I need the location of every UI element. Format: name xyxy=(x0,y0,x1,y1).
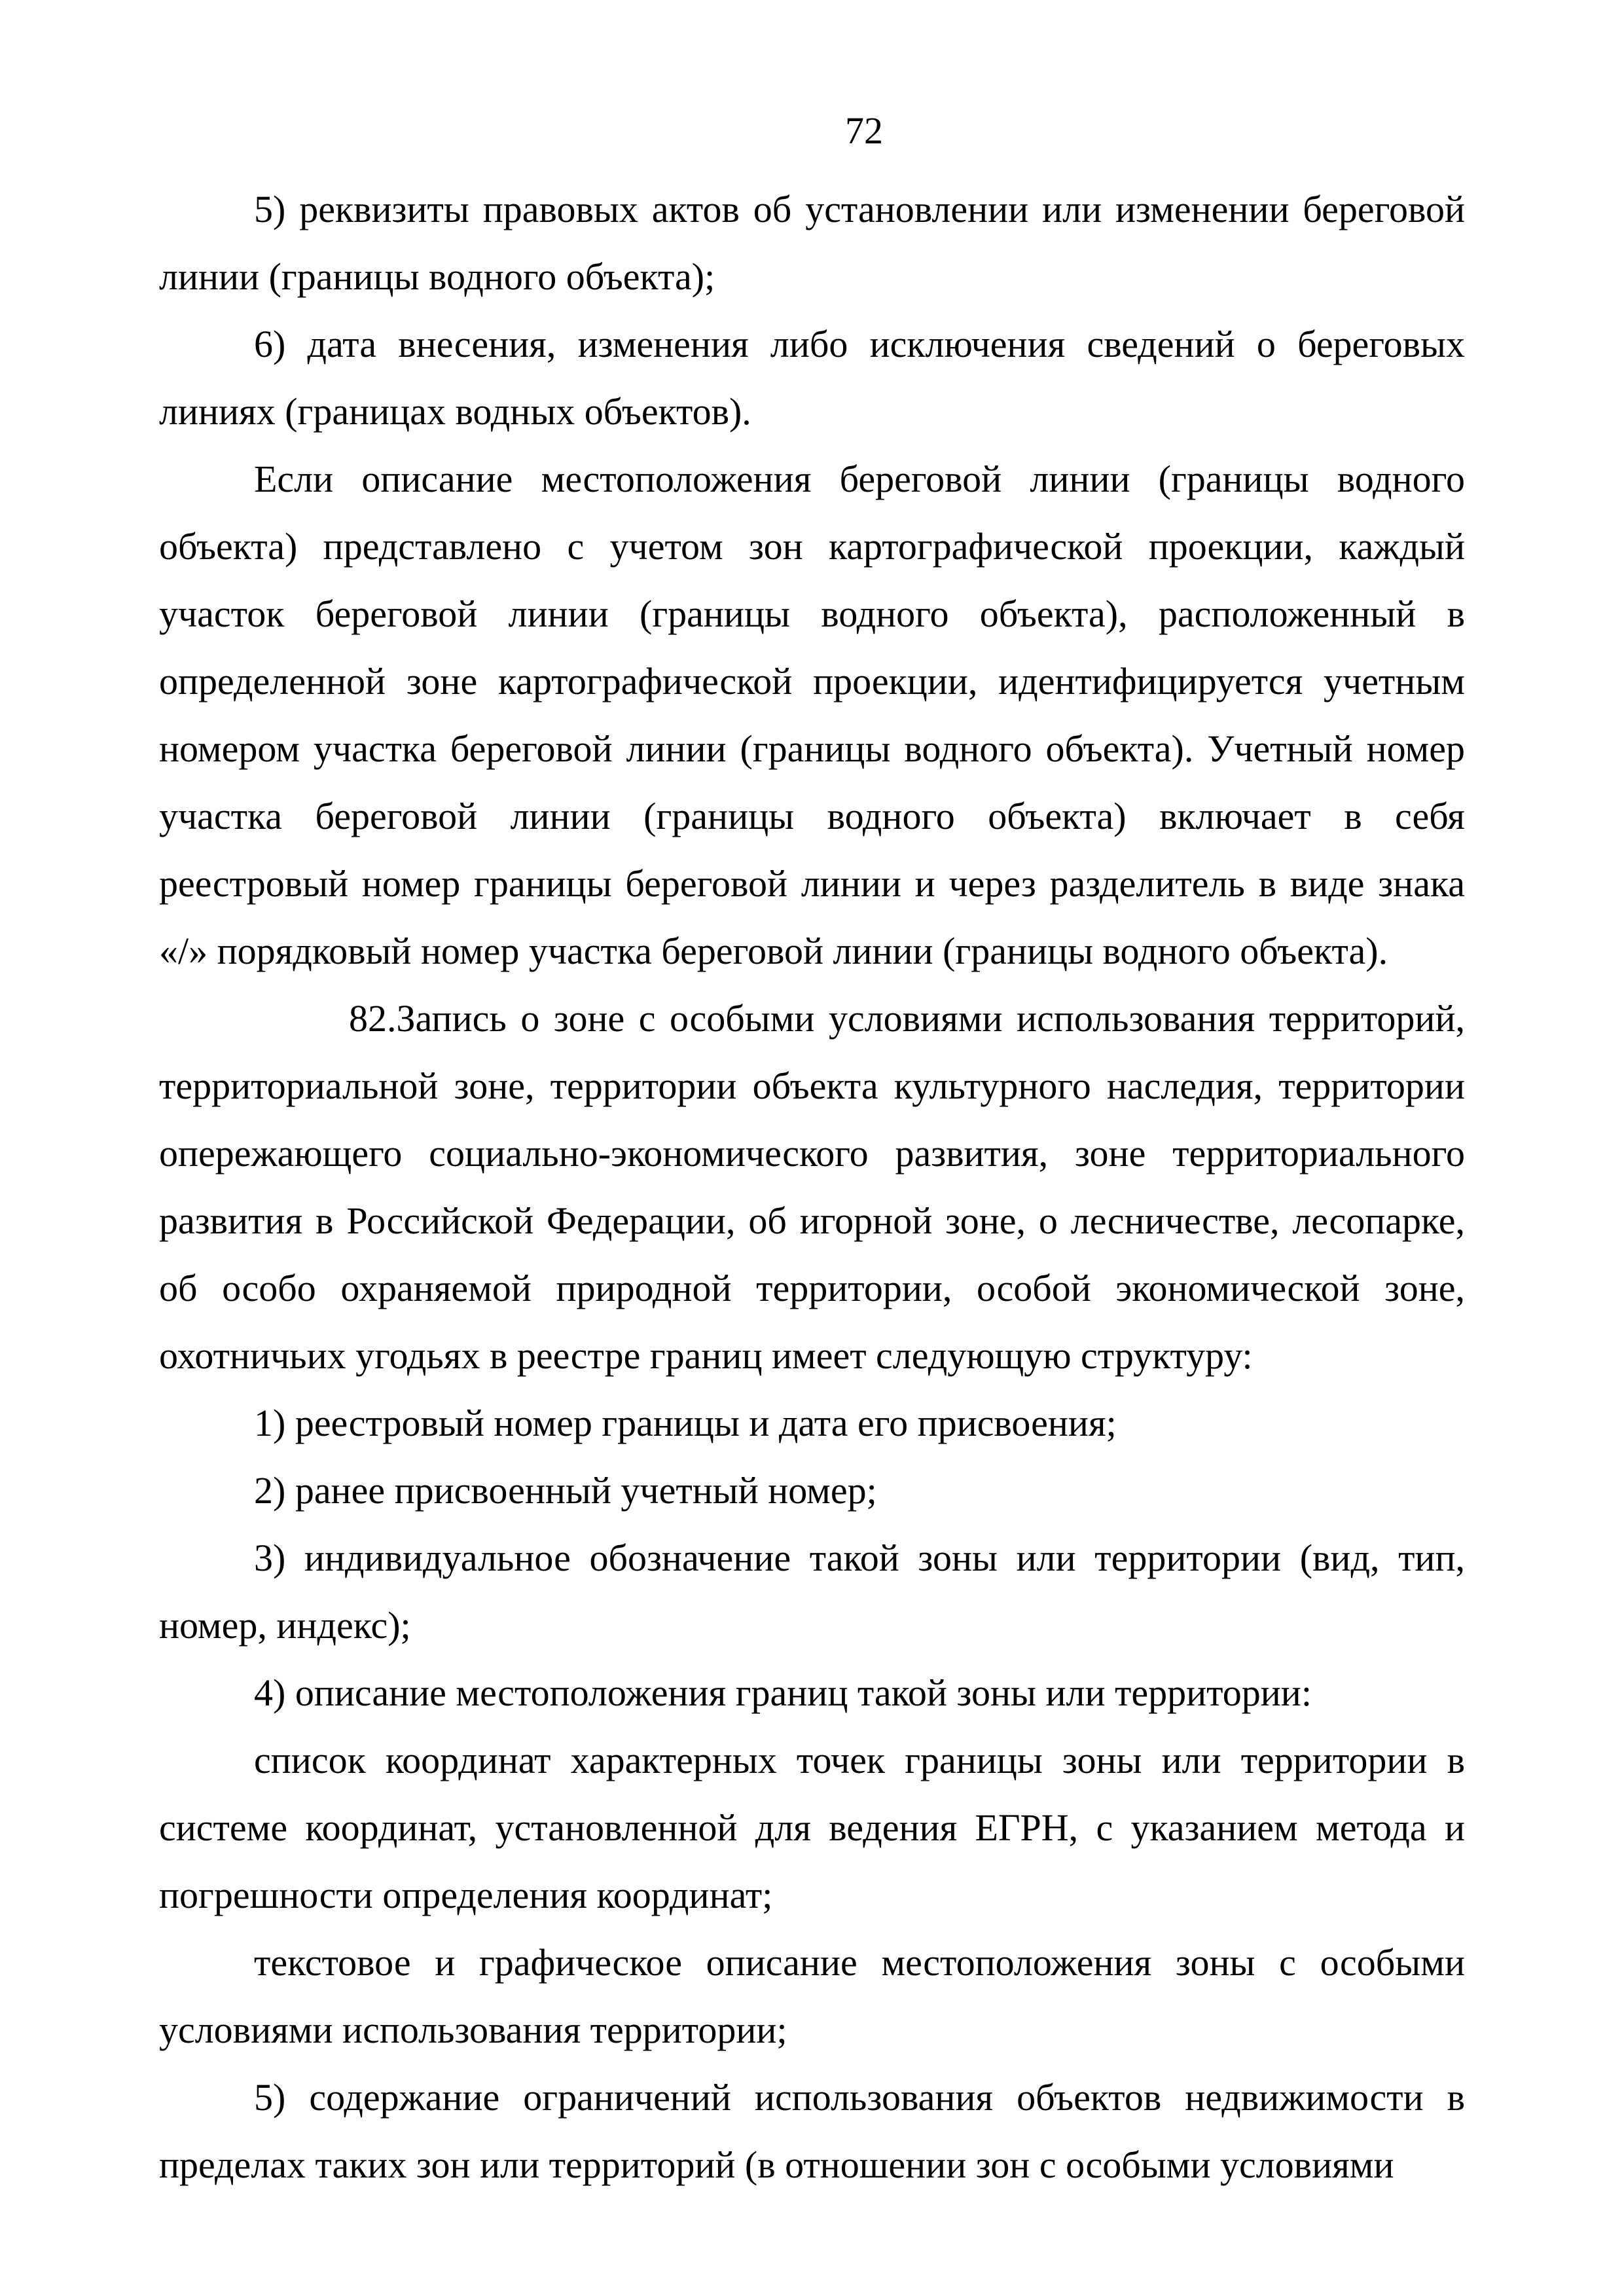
list-item-boundary-description: 4) описание местоположения границ такой зоны или территории: xyxy=(254,1671,1312,1714)
list-item-designation: 3) индивидуальное обозначение такой зоны или территории (вид, тип, номер, индекс); xyxy=(159,1537,1465,1647)
list-item-previous-number: 2) ранее присвоенный учетный номер; xyxy=(254,1469,877,1512)
paragraph-item-82 xyxy=(159,985,1465,1389)
list-item-coordinates: список координат характерных точек границы зоны или территории в системе координат, установленной для ведения ЕГРН, с указанием метода и погрешности определения координат; xyxy=(159,1739,1465,1916)
list-item-registry-number: 1) реестровый номер границы и дата его присвоения; xyxy=(254,1402,1117,1444)
page-number: 72 xyxy=(845,109,883,152)
item-82-number: 82. xyxy=(349,997,397,1040)
document-body xyxy=(159,175,1465,2198)
paragraph-requisites: 5) реквизиты правовых актов об установлении или изменении береговой линии (границы водного объекта); xyxy=(159,188,1465,298)
list-item-text-graphic: текстовое и графическое описание местоположения зоны с особыми условиями использования территории; xyxy=(159,1941,1465,2051)
list-item-restrictions: 5) содержание ограничений использования объектов недвижимости в пределах таких зон или территорий (в отношении зон с особыми условиями xyxy=(159,2076,1465,2186)
paragraph-date: 6) дата внесения, изменения либо исключения сведений о береговых линиях (границах водных объектов). xyxy=(159,323,1465,433)
item-82-text: Запись о зоне с особыми условиями использования территорий, территориальной зоне, территории объекта культурного наследия, территории опережающего социально-экономического развития, зоне территориального развития в Российской Федерации, об игорной зоне, о лесничестве, лесопарке, об особо охраняемой природной территории, особой экономической зоне, охотничьих угодьях в реестре границ имеет следующую структуру: xyxy=(159,997,1465,1377)
paragraph-shoreline-description: Если описание местоположения береговой линии (границы водного объекта) представлено с учетом зон картографической проекции, каждый участок береговой линии (границы водного объекта), расположенный в определенной зоне картографической проекции, идентифицируется учетным номером участка береговой линии (границы водного объекта). Учетный номер участка береговой линии (границы водного объекта) включает в себя реестровый номер границы береговой линии и через разделитель в виде знака «/» порядковый номер участка береговой линии (границы водного объекта). xyxy=(159,458,1465,972)
